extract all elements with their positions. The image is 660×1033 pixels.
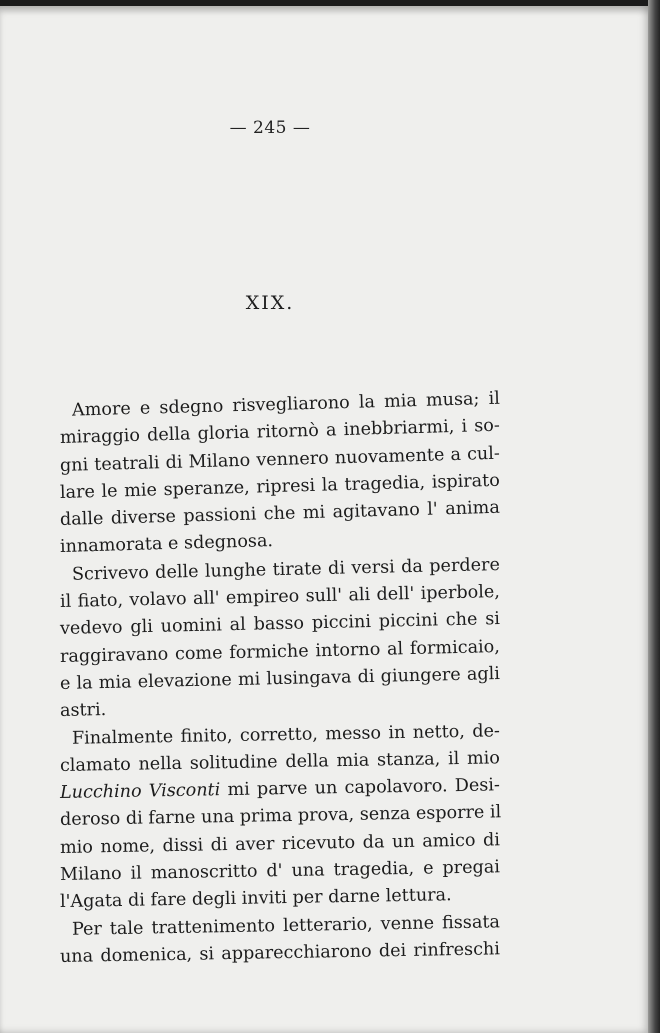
text-line: l'Agata di fare degli inviti per darne lettura. <box>59 885 452 913</box>
text-line: Per tale trattenimento letterario, venne fissata <box>71 911 501 940</box>
text-line: raggiravano come formiche intorno al formicaio, <box>59 636 501 667</box>
text-line: e la mia elevazione mi lusingava di giungere agli <box>59 663 501 694</box>
page-edge-shadow <box>648 0 660 1033</box>
text-line: mio nome, dissi di aver ricevuto da un amico di <box>59 830 501 858</box>
text-line: il fiato, volavo all' empireo sull' ali dell' iperbole, <box>59 582 501 613</box>
text-line: astri. <box>59 700 107 722</box>
text-line: deroso di farne una prima prova, senza esporre il <box>59 802 502 831</box>
text-line: vedevo gli uomini al basso piccini piccini che si <box>59 609 501 640</box>
text-line: una domenica, si apparecchiarono dei rinfreschi <box>59 939 501 967</box>
text-line: Amore e sdegno risvegliarono la mia musa; il <box>71 388 501 421</box>
chapter-heading: XIX. <box>245 292 295 314</box>
text-line: dalle diverse passioni che mi agitavano l' anima <box>59 497 501 531</box>
text-line: lare le mie speranze, ripresi la tragedia, ispirato <box>59 470 501 503</box>
text-line-rest: mi parve un capolavoro. Desi- <box>220 775 501 801</box>
page-number: — 245 — <box>229 118 311 138</box>
work-title: Lucchino Visconti <box>59 780 221 804</box>
text-line: miraggio della gloria ritornò a inebbriarmi, i so- <box>59 416 501 449</box>
book-page <box>0 6 652 1033</box>
text-line: clamato nella solitudine della mia stanza, il mio <box>59 748 501 776</box>
text-line: Finalmente finito, corretto, messo in netto, de- <box>71 720 501 749</box>
text-line: Milano il manoscritto d' una tragedia, e pregai <box>59 857 501 886</box>
text-line: innamorata e sdegnosa. <box>59 531 274 558</box>
body-text <box>59 388 502 971</box>
text-line: gni teatrali di Milano vennero nuovamente a cul- <box>59 443 501 476</box>
text-line: Scrivevo delle lunghe tirate di versi da perdere <box>71 554 501 585</box>
